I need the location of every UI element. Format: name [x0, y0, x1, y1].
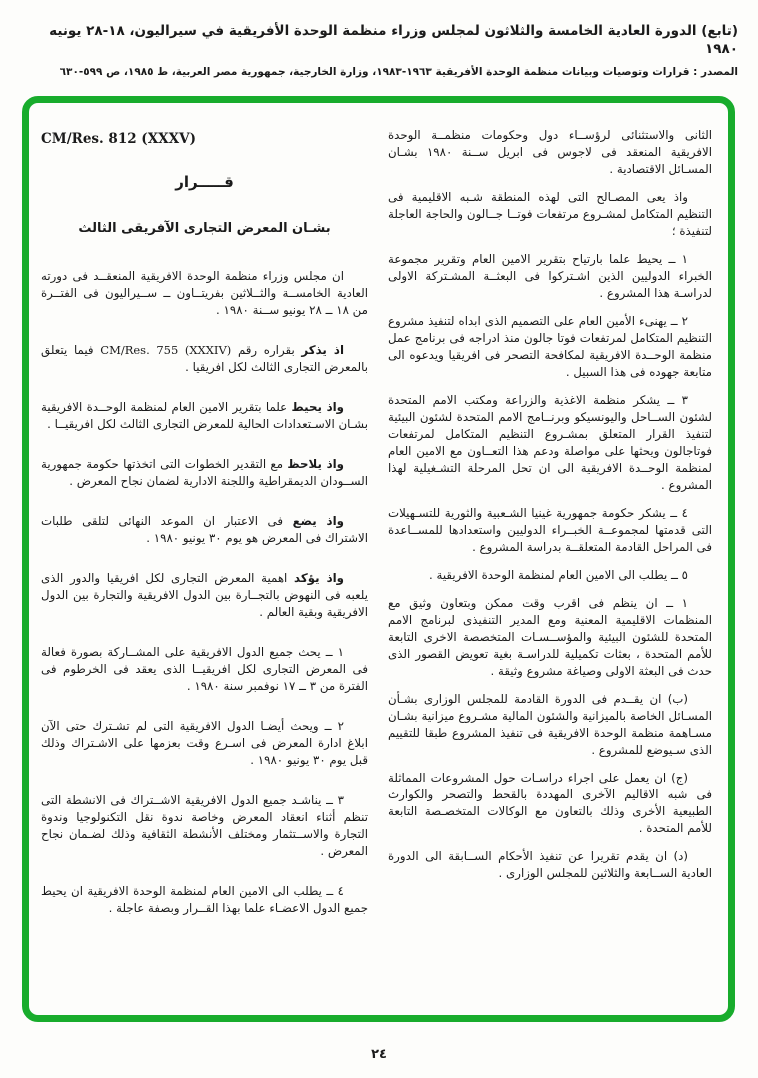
- council-opening-clause: ان مجلس وزراء منظمة الوحدة الافريقية المنعقــد فى دورته العادية الخامســة والثــلاثين بفريتــاون ــ ســيراليون فى الفتــرة من ١٨ ــ ٢٨ يونيو ســنة ١٩٨٠ .: [41, 269, 368, 317]
- resolution-ref-number: CM/Res. 812 (XXXV): [41, 131, 196, 147]
- left-column: [41, 127, 368, 940]
- operative-item-3: ٣ ــ يناشـد جميع الدول الافريقية الاشــتراك فى الانشطة التى تنظم أثناء انعقاد المعرض وخاصة ندوة نقل التكنولوجيا وندوة التجارة والاســتثمار ومختلف الأنشطة الثقافية وذلك لضـمان نجاح المعرض .: [41, 792, 368, 858]
- bold-lead-word: واذ يحيط: [291, 399, 344, 414]
- document-frame: [22, 96, 735, 1022]
- operative-item-1: ١ ــ يحث جميع الدول الافريقية على المشــاركة بصورة فعالة فى المعرض التجارى لكل افريقيــا الذى يعقد فى الخرطوم فى الفترة من ٣ ــ ١٧ نوفمبر سنة ١٩٨٠ .: [41, 644, 368, 693]
- operative-item-2: ٢ ــ يهنىء الأمين العام على التصميم الذى ابداه لتنفيذ مشروع التنظيم المتكامل لمرتفعات فوتا جالون منذ ادراجه فى برنامج عمل منظمة الوحــدة الافريقية لمكافحة التصحر فى افريقيا ويدعوه الى متابعة جهوده فى هذا السبيل .: [388, 313, 712, 379]
- sub-item-1: ١ ــ ان ينظم فى اقرب وقت ممكن وبتعاون وثيق مع المنظمات الاقليمية المعنية ومع المدير التنفيذى لبرنامج الامم المتحدة للشئون البيئية والمؤســسـات المتخصصة الاخرى التابعة للأمم المتحدة ، بعثات تكميلية للدراسـة بغية تعويض القصور الذى حدث فى البعثة الاولى وصياغة مشروع وثيقة .: [388, 595, 712, 678]
- operative-item-4: ٤ ــ يطلب الى الامين العام لمنظمة الوحدة الافريقية ان يحيط جميع الدول الاعضـاء علما بهذا القــرار وبصفة عاجلة .: [41, 883, 368, 915]
- clause-text: بقراره رقم: [237, 342, 295, 357]
- bold-lead-word: اذ يذكر: [301, 342, 345, 357]
- sub-item-c: (ج) ان يعمل على اجراء دراسـات حول المشروعات المماثلة فى شبه الاقاليم الآخرى المهددة بالقحط والتصحر والكوارث الطبيعية الأخرى وذلك بالتعاون مع الوكالات المتخصـصة التابعة للأمم المتحدة .: [388, 770, 712, 836]
- taking-note-clause: [41, 399, 368, 433]
- resolution-title: قـــــرار: [175, 173, 234, 191]
- page-number: ٢٤: [371, 1047, 387, 1062]
- inline-resolution-ref: CM/Res. 755 (XXXIV): [100, 342, 232, 357]
- operative-item-2: ٢ ــ ويحث أيضـا الدول الافريقية التى لم تشـترك حتى الآن ابلاغ ادارة المعرض فى اسـرع وقت بعزمها على الاشـتراك وذلك قبل يوم ٣٠ يونيو ١٩٨٠ .: [41, 718, 368, 767]
- clause-text: علما بتقرير الامين العام لمنظمة الوحــدة الافريقية بشـان الاسـتعدادات الحالية للمعرض التجارى الثالث لكل افريقيــا .: [41, 399, 368, 431]
- operative-item-5: ٥ ــ يطلب الى الامين العام لمنظمة الوحدة الافريقية .: [429, 567, 688, 582]
- clause-text: اهمية المعرض التجارى لكل افريقيا والدور الذى يلعبه فى النهوض بالتجــارة بين الدول الافريقية والتجارة بين الدول الافريقية وبقية العالم .: [41, 570, 368, 619]
- clause-text: فى الاعتبار ان الموعد النهائى لتلقى طلبات الاشتراك فى المعرض هو يوم ٣٠ يونيو ١٩٨٠ .: [41, 513, 368, 545]
- two-column-layout: [29, 103, 728, 948]
- bold-lead-word: واذ يؤكد: [294, 570, 344, 585]
- sub-item-d: (د) ان يقدم تقريرا عن تنفيذ الأحكام الســابقة الى الدورة العادية الســابعة والثلاثين للمجلس الوزارى .: [388, 849, 712, 881]
- operative-item-1: ١ ــ يحيط علما بارتياح بتقرير الامين العام وتقرير مجموعة الخبراء الدوليين الذين اشـتركوا فى البعثــة المشـتركة الاولى لدراسـة هذا المشروع .: [388, 251, 712, 300]
- right-column: [388, 127, 712, 940]
- header-source-citation: المصدر : قرارات وتوصيات وبيانات منظمة الوحدة الأفريقية ١٩٦٣-١٩٨٣، وزارة الخارجية، جمهورية مصر العربية، ط ١٩٨٥، ص ٥٩٩-٦٣٠: [59, 66, 738, 79]
- continuation-text: الثانى والاستثنائى لرؤســاء دول وحكومات منظمــة الوحدة الافريقية المنعقد فى لاجوس فى ابريل ســنة ١٩٨٠ بشـان المسـائل الاقتصادية .: [388, 128, 712, 176]
- noting-with-appreciation-clause: [41, 456, 368, 490]
- operative-item-3: ٣ ــ يشكر منظمة الاغذية والزراعة ومكتب الامم المتحدة لشئون الســاحل واليونسيكو وبرنــامج الامم المتحدة لشئون البيئية لتنفيذ القرار المتعلق بمشـروع التنظيم المتكامل لمرتفعات فوتاجالون ويحثها على مواصلة ودعم هذا التعــاون مع الامين العام لمنظمة الوحــدة الافريقية الى ان تحل المرحلة التشـغيلية لهذا المشروع .: [388, 392, 712, 492]
- bold-lead-word: واذ يضع: [292, 513, 344, 528]
- bearing-in-mind-clause: [41, 513, 368, 547]
- operative-item-4: ٤ ــ يشكر حكومة جمهورية غينيا الشـعبية والثورية للتسـهيلات التى قدمتها لمجموعــة الخبــراء الدوليين واستعدادها للمســاعدة فى المراحل القادمة المتعلقــة بدراسة المشروع .: [388, 505, 712, 554]
- document-header: [16, 22, 738, 78]
- header-session-citation: (تابع) الدورة العادية الخامسة والثلاثون لمجلس وزراء منظمة الوحدة الأفريقية في سيراليون، ١٨-٢٨ يونيه ١٩٨٠: [49, 23, 738, 58]
- reaffirming-clause: [41, 570, 368, 621]
- bold-lead-word: واذ يلاحظ: [287, 456, 344, 471]
- recalling-clause: [41, 342, 368, 376]
- resolution-subtitle: بشـان المعرض التجارى الآفريقى الثالث: [78, 221, 331, 236]
- preamble-awareness-clause: واذ يعى المصـالح التى لهذه المنطقة شـبه الاقليمية فى التنظيم المتكامل لمشـروع مرتفعات فوتــا جــالون والحاجة العاجلة لتنفيذة ؛: [388, 189, 712, 238]
- clause-text: فيما يتعلق بالمعرض التجارى الثالث لكل افريقيا .: [41, 342, 368, 374]
- clause-text: مع التقدير الخطوات التى اتخذتها حكومة جمهورية الســودان الديمقراطية واللجنة الادارية لضمان نجاح المعرض .: [41, 456, 368, 488]
- sub-item-b: (ب) ان يقــدم فى الدورة القادمة للمجلس الوزارى بشـأن المسـائل الخاصة بالميزانية والشئون المالية مشـروع ميزانية بشـان مسـاهمة منظمة الوحدة الافريقية فى تنفيذ المشروع طبقا للتقييم الذى سـيوضع للمشروع .: [388, 691, 712, 757]
